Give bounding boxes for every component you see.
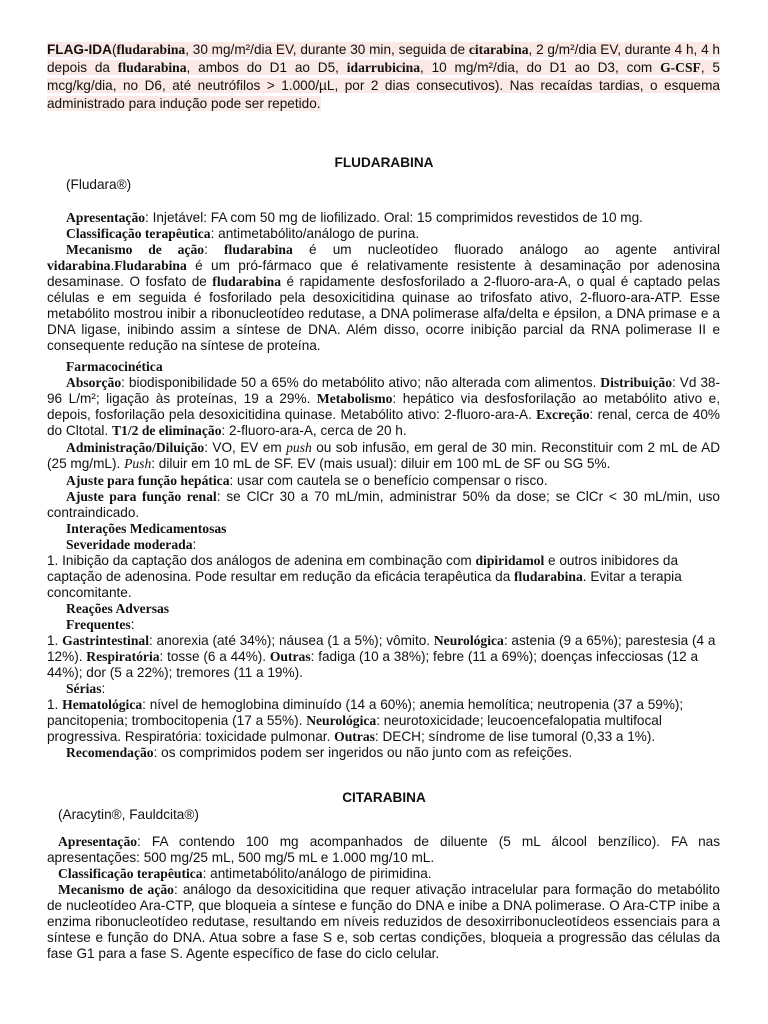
text: : neurotoxicidade; leucoencefalopatia multifocal progressiva. Respiratória: toxicidade pulmonar. bbox=[47, 713, 662, 744]
text: : antimetabólito/análogo de pirimidina. bbox=[202, 866, 432, 881]
label: Excreção bbox=[536, 407, 590, 422]
text: : biodisponibilidade 50 a 65% do metabólito ativo; não alterada com alimentos. bbox=[121, 375, 601, 390]
text: : análogo da desoxicitidina que requer ativação intracelular para formação do metabólito de nucleotídeo Ara-CTP, que bloqueia a síntese e função do DNA e inibe a DNA polimerase. O Ara-CTP inibe a enzima ribonucleotídeo redutase, resultando em níveis reduzidos de desoxirribonucleotídeos essenciais para a síntese e função do DNA. Atua sobre a fase S e, sob certas condições, bloqueia a progressão das células da fase G1 para a fase S. Agente específico de fase do ciclo celular. bbox=[47, 882, 720, 961]
apresentacao-line bbox=[47, 210, 720, 226]
text: . bbox=[110, 258, 115, 273]
text: , 30 mg/m²/dia EV, durante 30 min, seguida de bbox=[185, 42, 469, 57]
text: : bbox=[204, 242, 225, 257]
farmacocinetica-heading bbox=[47, 359, 720, 375]
text: , 5 mcg/kg/dia, no D6, até neutrófilos > 1.000/µL, por 2 dias consecutivos). Nas recaídas tardias, o esquema administrado para indução pode ser repetido. bbox=[47, 60, 720, 111]
mecanismo-paragraph bbox=[47, 242, 720, 354]
label: Apresentação bbox=[58, 834, 138, 849]
text: : nível de hemoglobina diminuído (14 a 60%); anemia hemolítica; neutropenia (37 a 59%); pancitopenia; trombocitopenia (17 a 55%). bbox=[47, 697, 684, 728]
classificacao-line bbox=[47, 866, 720, 882]
recomendacao-line bbox=[47, 745, 720, 761]
apresentacao-paragraph bbox=[47, 834, 720, 866]
label: Gastrintestinal bbox=[62, 633, 149, 648]
mecanismo-paragraph bbox=[47, 882, 720, 962]
section-title-citarabina: CITARABINA bbox=[342, 790, 426, 805]
frequentes-item-1 bbox=[47, 633, 720, 681]
interacoes-heading bbox=[47, 521, 720, 537]
label: Outras bbox=[269, 649, 311, 664]
text: : FA contendo 100 mg acompanhados de diluente (5 mL álcool benzílico). FA nas apresentações: 500 mg/25 mL, 500 mg/5 mL e 1.000 mg/10 mL. bbox=[47, 834, 720, 865]
text: , 10 mg/m²/dia, do D1 ao D3, com bbox=[420, 60, 661, 75]
label: Neurológica bbox=[433, 633, 504, 648]
text: : diluir em 10 mL de SF. EV (mais usual): diluir em 100 mL de SF ou SG 5%. bbox=[151, 456, 611, 471]
label: Hematológica bbox=[62, 697, 143, 712]
drug-name: vidarabina bbox=[47, 258, 111, 273]
text: é rapidamente desfosforilado a 2-fluoro-ara-A, o qual é captado pelas células e em seguida é fosforilado pela desoxicitidina quinase ao trifosfato ativo, 2-fluoro-ara-ATP. Esse metabólito mostrou inibir a ribonucleotídeo redutase, a DNA polimerase alfa/delta e épsilon, a DNA primase e a DNA ligase, inibindo assim a síntese de DNA. Além disso, ocorre inibição parcial da RNA polimerase II e consequente redução na síntese de proteína. bbox=[47, 274, 720, 353]
text: , ambos do D1 ao D5, bbox=[186, 60, 347, 75]
classificacao-line bbox=[47, 226, 720, 242]
label: Reações Adversas bbox=[66, 601, 170, 616]
farmacocinetica-paragraph bbox=[47, 375, 720, 439]
text: 1. bbox=[47, 697, 63, 712]
label: Mecanismo de ação bbox=[58, 882, 174, 897]
administracao-paragraph bbox=[47, 440, 720, 472]
flag-ida-paragraph bbox=[47, 41, 720, 113]
label: Recomendação bbox=[66, 745, 154, 760]
label: Absorção bbox=[66, 375, 122, 390]
text: : VO, EV em bbox=[204, 440, 287, 455]
label: Metabolismo bbox=[316, 391, 393, 406]
brand-names: (Aracytin®, Fauldcita®) bbox=[58, 807, 199, 822]
drug-citarabina: citarabina bbox=[468, 42, 529, 57]
label: Mecanismo de ação bbox=[66, 242, 205, 257]
drug-name: dipiridamol bbox=[475, 553, 545, 568]
text: : Vd 38-96 L/m²; ligação às proteínas, 19 a 29%. bbox=[47, 375, 720, 406]
label: Ajuste para função renal bbox=[66, 489, 217, 504]
text: : se ClCr 30 a 70 mL/min, administrar 50% da dose; se ClCr < 30 mL/min, uso contraindicado. bbox=[47, 489, 720, 520]
label: Farmacocinética bbox=[66, 359, 163, 374]
text: , 2 g/m²/dia EV, durante 4 h, 4 h depois da bbox=[47, 42, 720, 75]
text: ou sob infusão, em geral de 30 min. Reconstituir com 2 mL de AD (25 mg/mL). bbox=[47, 440, 721, 471]
text: : renal, cerca de 40% do Cltotal. bbox=[47, 407, 720, 438]
text: : bbox=[101, 681, 106, 696]
text: : bbox=[192, 537, 197, 552]
label: Ajuste para função hepática bbox=[66, 473, 230, 488]
flag-ida-term: FLAG-IDA bbox=[47, 42, 112, 57]
label: Sérias bbox=[66, 681, 102, 696]
label: Neurológica bbox=[306, 713, 377, 728]
text: : anorexia (até 34%); náusea (1 a 5%); vômito. bbox=[148, 633, 434, 648]
text: 1. bbox=[47, 633, 63, 648]
drug-gcsf: G-CSF bbox=[660, 60, 701, 75]
frequentes-heading bbox=[47, 617, 720, 633]
text: : 2-fluoro-ara-A, cerca de 20 h. bbox=[221, 423, 407, 438]
text: : Injetável: FA com 50 mg de liofilizado. Oral: 15 comprimidos revestidos de 10 mg. bbox=[145, 210, 643, 225]
label: Classificação terapêutica bbox=[58, 866, 203, 881]
ajuste-hepatico-line bbox=[47, 473, 720, 489]
drug-fludarabina: fludarabina bbox=[116, 42, 186, 57]
label: Frequentes bbox=[66, 617, 131, 632]
text: e outros inibidores da captação de adenosina. Pode resultar em redução da eficácia terapêutica da bbox=[47, 553, 679, 584]
drug-idarrubicina: idarrubicina bbox=[346, 60, 421, 75]
drug-name: fludarabina bbox=[224, 242, 293, 257]
drug-name: fludarabina bbox=[514, 569, 583, 584]
text: : bbox=[130, 617, 135, 632]
text: 1. Inibição da captação dos análogos de adenina em combinação com bbox=[47, 553, 476, 568]
text: : antimetabólito/análogo de purina. bbox=[210, 226, 420, 241]
interacao-item-1 bbox=[47, 553, 720, 601]
section-title-fludarabina: FLUDARABINA bbox=[334, 155, 434, 170]
label: Severidade moderada bbox=[66, 537, 193, 552]
text: ( bbox=[111, 42, 117, 57]
drug-fludarabina: fludarabina bbox=[117, 60, 187, 75]
text: : usar com cautela se o benefício compensar o risco. bbox=[229, 473, 548, 488]
label: Classificação terapêutica bbox=[66, 226, 211, 241]
text: : hepático via desfosforilação ao metabólito ativo e, depois, fosforilação pela desoxicitidina quinase. Metabólito ativo: 2-fluoro-ara-A. bbox=[47, 391, 720, 422]
label: Interações Medicamentosas bbox=[66, 521, 227, 536]
text: . Evitar a terapia concomitante. bbox=[47, 569, 682, 600]
label: Distribuição bbox=[600, 375, 673, 390]
label: Apresentação bbox=[66, 210, 146, 225]
label: Outras bbox=[334, 729, 375, 744]
brand-names: (Fludara®) bbox=[66, 177, 132, 192]
serias-heading bbox=[47, 681, 720, 697]
label: T1/2 de eliminação bbox=[111, 423, 222, 438]
term-push: push bbox=[286, 440, 312, 455]
text: : DECH; síndrome de lise tumoral (0,33 a 1%). bbox=[374, 729, 656, 744]
term-push: Push bbox=[124, 456, 152, 471]
text: : tosse (6 a 44%). bbox=[159, 649, 270, 664]
text: : fadiga (10 a 38%); febre (11 a 69%); doenças infecciosas (12 a 44%); dor (5 a 22%); tremores (11 a 19%). bbox=[47, 649, 699, 680]
reacoes-heading bbox=[47, 601, 720, 617]
serias-item-1 bbox=[47, 697, 720, 745]
label: Respiratória bbox=[86, 649, 160, 664]
text: é um pró-fármaco que é relativamente resistente à desaminação por adenosina desaminase. O fosfato de bbox=[47, 258, 720, 289]
label: Administração/Diluição bbox=[66, 440, 205, 455]
ajuste-renal-paragraph bbox=[47, 489, 720, 521]
severidade-heading bbox=[47, 537, 720, 553]
text: é um nucleotídeo fluorado análogo ao agente antiviral bbox=[292, 242, 720, 257]
drug-name: fludarabina bbox=[212, 274, 282, 289]
text: : astenia (9 a 65%); parestesia (4 a 12%). bbox=[47, 633, 716, 664]
drug-name: Fludarabina bbox=[114, 258, 187, 273]
text: : os comprimidos podem ser ingeridos ou não junto com as refeições. bbox=[153, 745, 573, 760]
